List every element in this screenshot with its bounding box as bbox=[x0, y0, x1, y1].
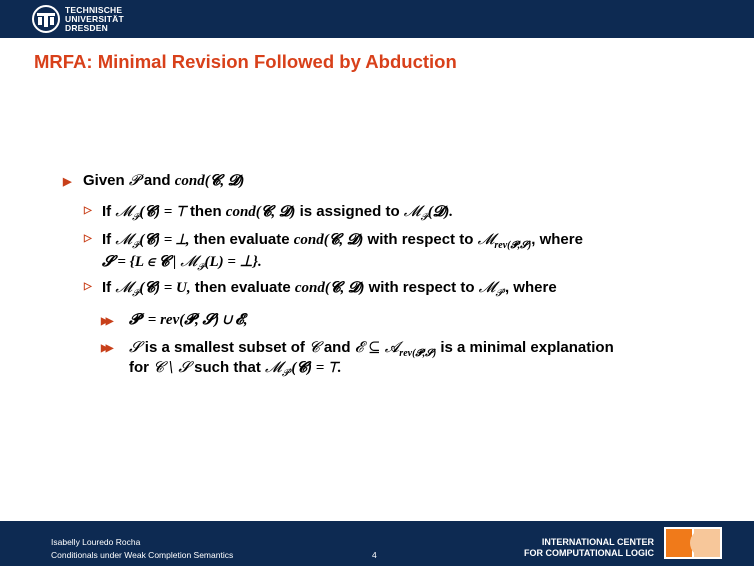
university-line-1: TECHNISCHE bbox=[65, 4, 123, 15]
text-where: , where bbox=[504, 279, 557, 296]
math-m: 𝓜 bbox=[477, 230, 495, 248]
math-arg: (𝓓). bbox=[427, 204, 454, 220]
math-cond: cond(𝓒, 𝓓) bbox=[293, 232, 364, 248]
text-with-respect: with respect to bbox=[367, 231, 474, 248]
math-arg: (𝓒) = ⊤ bbox=[139, 204, 186, 220]
math-c-minus-s: 𝓒 \ 𝓢 bbox=[153, 358, 190, 376]
double-arrow-icon: ▶▶ bbox=[101, 316, 111, 327]
text-then-evaluate: then evaluate bbox=[194, 279, 291, 296]
math-sub: rev(𝓟,𝓢) bbox=[494, 240, 532, 251]
text-then: then bbox=[189, 203, 222, 220]
text-where: , where bbox=[531, 231, 583, 248]
center-line-1: INTERNATIONAL CENTER bbox=[541, 537, 654, 547]
sub-bullet-icon: ▷ bbox=[84, 233, 92, 244]
item-false-line2 bbox=[102, 252, 262, 273]
university-line-2: UNIVERSITÄT bbox=[65, 13, 124, 24]
math-sub: 𝓟′ bbox=[281, 368, 292, 379]
math-e: 𝓔 ⊆ bbox=[354, 338, 381, 356]
math-m: 𝓜 bbox=[478, 278, 496, 296]
text-then-evaluate: then evaluate bbox=[193, 231, 290, 248]
math-p: 𝓟 bbox=[128, 171, 140, 189]
bullet-given bbox=[83, 171, 244, 190]
item-false bbox=[102, 230, 583, 251]
math-rest: (𝓒) = ⊤. bbox=[291, 360, 342, 376]
math-arg: (𝓒) = ⊥, bbox=[139, 232, 190, 248]
math-s: 𝓢 bbox=[129, 338, 141, 356]
math-cond: cond(𝓒, 𝓓) bbox=[225, 204, 296, 220]
math-cond: cond(𝓒, 𝓓) bbox=[174, 173, 245, 189]
text-with-respect: with respect to bbox=[368, 279, 475, 296]
subitem-smallest-subset-line2 bbox=[129, 358, 341, 379]
bullet-triangle-icon: ▶ bbox=[63, 176, 72, 188]
text-given: Given bbox=[83, 172, 125, 189]
footer-author: Isabelly Louredo Rocha bbox=[51, 537, 141, 547]
item-unknown bbox=[102, 278, 557, 299]
subitem-smallest-subset bbox=[129, 338, 614, 359]
math-m: 𝓜 bbox=[115, 230, 133, 248]
math-cond: cond(𝓒, 𝓓) bbox=[294, 280, 365, 296]
center-line-2: FOR COMPUTATIONAL LOGIC bbox=[524, 548, 654, 558]
text-and: and bbox=[323, 339, 351, 356]
math-rest: (L) = ⊥}. bbox=[204, 254, 262, 270]
item-true bbox=[102, 202, 453, 223]
text-if: If bbox=[102, 203, 112, 220]
text-if: If bbox=[102, 279, 112, 296]
math-sub: 𝓟 bbox=[132, 288, 140, 299]
math-arg: (𝓒) = U, bbox=[139, 280, 191, 296]
math-m: 𝓜 bbox=[115, 278, 133, 296]
math-sub: 𝓟 bbox=[197, 262, 205, 273]
math-s-set: 𝓢 = {L ∈ 𝓒 | bbox=[102, 254, 177, 270]
math-sub: 𝓟 bbox=[132, 240, 140, 251]
text-if: If bbox=[102, 231, 112, 248]
text-smallest-subset: is a smallest subset of bbox=[144, 339, 305, 356]
footer-bar bbox=[0, 521, 754, 566]
math-m: 𝓜 bbox=[403, 202, 421, 220]
subitem-p-prime bbox=[129, 311, 247, 329]
text-and: and bbox=[143, 172, 171, 189]
math-m: 𝓜 bbox=[265, 358, 282, 376]
math-m: 𝓜 bbox=[115, 202, 133, 220]
text-for: for bbox=[129, 359, 149, 376]
math-sub: 𝓟 bbox=[420, 212, 428, 223]
text-such-that: such that bbox=[194, 359, 261, 376]
slide-title: MRFA: Minimal Revision Followed by Abduction bbox=[34, 51, 457, 72]
math-p-prime: 𝓟′ = rev(𝓟, 𝓢) ∪ 𝓔, bbox=[129, 312, 248, 328]
footer-center-name bbox=[500, 537, 654, 559]
iccl-logo-icon bbox=[664, 527, 722, 559]
footer-talk-title: Conditionals under Weak Completion Semantics bbox=[51, 550, 234, 560]
math-c: 𝓒 bbox=[309, 338, 320, 356]
math-m: 𝓜 bbox=[180, 252, 198, 270]
text-assigned: is assigned to bbox=[299, 203, 400, 220]
university-line-3: DRESDEN bbox=[65, 22, 108, 33]
sub-bullet-icon: ▷ bbox=[84, 281, 92, 292]
math-sub: 𝓟′ bbox=[495, 288, 505, 299]
math-sub: 𝓟 bbox=[132, 212, 140, 223]
math-sub: rev(𝓟,𝓢) bbox=[399, 348, 437, 359]
footer-page-number: 4 bbox=[372, 550, 377, 560]
double-arrow-icon: ▶▶ bbox=[101, 343, 111, 354]
math-a: 𝓐 bbox=[384, 338, 400, 356]
text-minimal-explanation: is a minimal explanation bbox=[440, 339, 614, 356]
sub-bullet-icon: ▷ bbox=[84, 205, 92, 216]
